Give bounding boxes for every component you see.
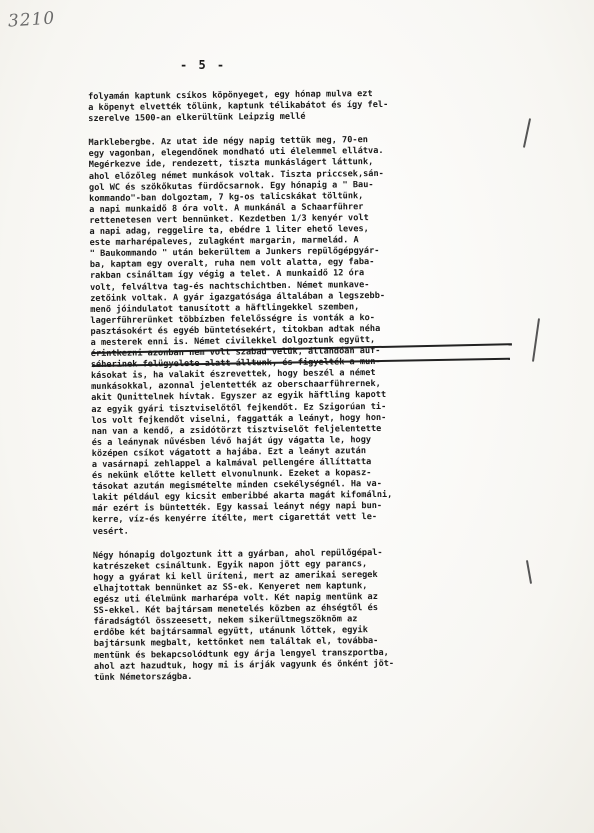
text-line: séherinek felügyelete alatt álltunk, és figyelték a mun- [90, 357, 381, 371]
margin-mark [523, 118, 531, 148]
text-line: tásokat azután megismételte minden csekélységnél. Ha va- [92, 479, 382, 493]
text-line: hogy a gyárat ki kell üríteni, mert az amerikai seregek [93, 569, 378, 583]
typed-body-text [88, 88, 510, 684]
paragraph [88, 134, 508, 538]
text-line: szerelve 1500-an elkerültünk Leipzig mellé [88, 111, 306, 125]
text-line: és nekünk előtte kellett elvonulnunk. Ezeket a kopasz- [91, 468, 372, 482]
text-line: mentünk és bekapcsolódtunk egy árja lengyel transzportba, [93, 647, 389, 661]
text-line: rakban csináltam így végig a telet. A munkaidő 12 óra [89, 268, 365, 282]
text-line: vesért. [92, 526, 129, 537]
text-line: a köpenyt elvették tőlünk, kaptunk télikabátot és így fel- [88, 99, 389, 114]
text-line: kásokat is, ha valakit észrevettek, hogy beszél a német [90, 368, 376, 382]
text-line: ahol előzőleg német munkások voltak. Tiszta priccsek,sán- [88, 168, 384, 182]
page-number: - 5 - [180, 58, 227, 72]
text-line: bajtársunk megbalt, kettőnket nem találtak el, továbba- [93, 636, 379, 650]
text-line: az egyik gyári tisztviselőtől fejkendőt. Ez Szigorúan ti- [91, 401, 387, 415]
text-line: lakit például egy kicsit emberibbé akarta magát kifomálni, [92, 490, 393, 504]
text-line: a vasárnapi zehlappel a kalmával pellengére állíttatta [91, 457, 372, 470]
text-line: ahol azt hazudtuk, hogy mi is árják vagyunk és önként jöt- [93, 658, 395, 672]
text-line: már ezért is büntették. Egy kassai leányt négy napi bun- [92, 501, 383, 515]
text-line: egy vagonban, elegendőnek mondható uti élelemmel ellátva. [88, 146, 384, 160]
text-line: rettenetesen vert bennünket. Kezdetben 1/3 kenyér volt [89, 213, 369, 226]
text-line: a mesterek enni is. Német civilekkel dolgoztunk együtt, [90, 334, 376, 348]
text-line: munkásokkal, azonnal jelentették az oberschaarführernek, [91, 379, 381, 393]
text-line: tünk Németországba. [94, 671, 193, 683]
text-line: pasztásokért és egyéb büntetésekért, titokban adtak néha [90, 323, 381, 337]
text-line: gol WC és szökőkutas fürdőcsarnok. Egy hónapig a " Bau- [88, 179, 374, 193]
text-line: folyamán kaptunk csíkos köpönyeget, egy hónap mulva ezt [88, 89, 373, 102]
text-line: elhajtottak bennünket az SS-ek. Kenyeret nem kaptunk, [93, 581, 368, 594]
text-line: a napi munkaidő 8 óra volt. A munkánál a Schaarführer [89, 201, 364, 215]
text-line: és a leánynak nűvésben lévő haját úgy vágatta le, hogy [91, 434, 372, 448]
margin-mark [526, 560, 532, 584]
text-line: Marklebergbe. Az utat ide négy napig tettük meg, 70-en [88, 135, 368, 149]
text-line: Négy hónapig dolgoztunk itt a gyárban, ahol repülőgépal- [92, 547, 383, 561]
text-line: egész uti élelmünk marharépa volt. Két napig mentünk az [93, 592, 378, 606]
text-line: érintkezni azonban nem volt szabad velük, állandóan auf- [90, 346, 381, 360]
text-line: nan van a kendő, a zsidótörzt tisztviselőt feljelentette [91, 423, 382, 437]
text-line: fáradságtól összeesett, nekem sikerültmegszöknöm az [93, 614, 358, 628]
text-line: akit Qunittelnek hívtak. Egyszer az egyik häftling kapott [91, 390, 387, 404]
text-line: SS-ekkel. Két bajtársam menetelés közben az éhségtől és [93, 603, 379, 617]
text-line: a napi adag, reggelire ta, ebédre 1 liter ehető leves, [89, 224, 369, 238]
text-line: " Baukommando " után bekerültem a Junkers repülőgépgyár- [89, 246, 380, 260]
text-line: erdőbe két bajtársammal együtt, utánunk lőttek, egyik [93, 625, 368, 639]
text-line: középen csíkot vágatott a hajába. Ezt a leányt azután [91, 446, 367, 459]
margin-mark [532, 318, 540, 362]
text-line: kommando"-ban dolgoztam, 7 kg-os talicskákat töltünk, [89, 190, 364, 204]
text-line: lagerführerünket többízben felelősségre is vonták a ko- [90, 312, 376, 326]
archive-number: 3210 [7, 8, 56, 32]
text-line: katrészeket csináltunk. Egyik napon jött egy parancs, [92, 558, 368, 572]
text-line: este marharépaleves, zulagként margarin, marmelád. A [89, 235, 359, 249]
text-line: ba, kaptam egy overalt, ruha nem volt alatta, egy faba- [89, 257, 375, 271]
text-line: volt, felváltva tag-és nachtschichtben. Német munkave- [89, 279, 370, 293]
text-line: los volt fejkendőt viselni, faggatták a leányt, hogy hon- [91, 412, 387, 426]
paragraph [93, 546, 510, 683]
text-line: zetőink voltak. A gyár igazgatósága általában a legszebb- [90, 290, 386, 304]
text-line: Megérkezve ide, rendezett, tiszta munkáslágert láttunk, [88, 157, 374, 171]
paragraph [88, 88, 504, 126]
text-line: kerre, víz-és kenyérre ítélte, mert cigarettát vett le- [92, 512, 378, 526]
text-line: menő jóindulatot tanusított a häftlingekkel szemben, [90, 301, 360, 315]
